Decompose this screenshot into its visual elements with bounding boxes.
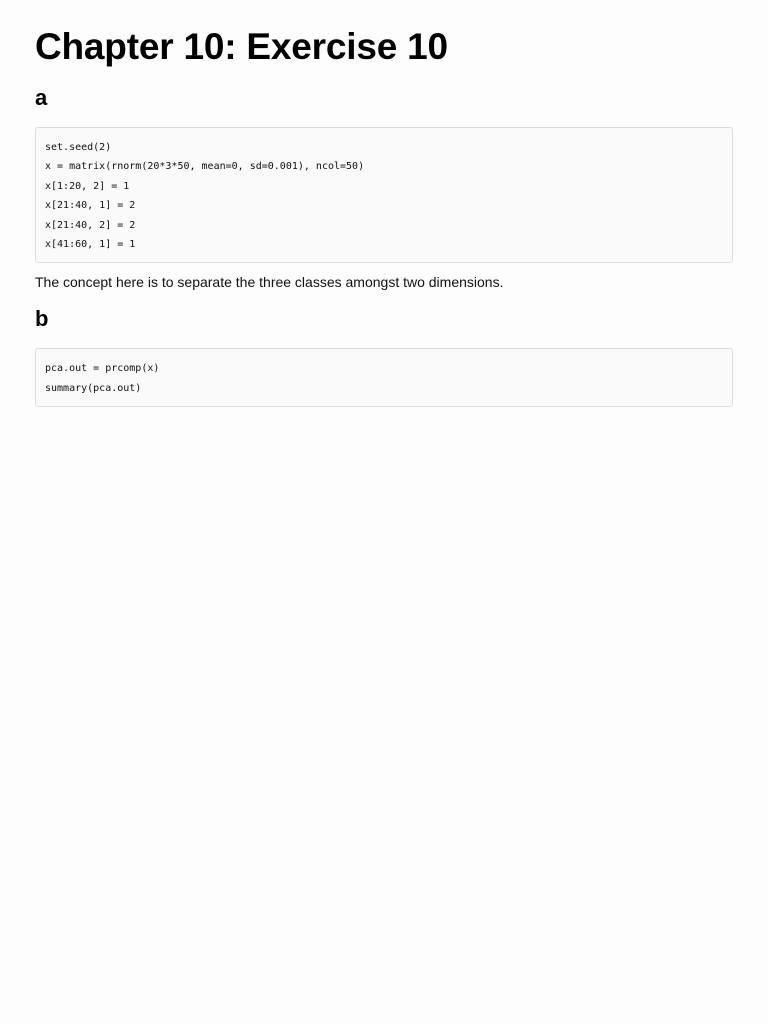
code-line: x[21:40, 2] = 2	[45, 219, 136, 231]
code-line: x = matrix(rnorm(20*3*50, mean=0, sd=0.001), ncol=50)	[45, 161, 365, 173]
section-heading-b: b	[35, 306, 49, 332]
code-block-a	[35, 127, 733, 263]
page-title: Chapter 10: Exercise 10	[35, 26, 448, 67]
code-line: x[1:20, 2] = 1	[45, 180, 130, 192]
document-page	[35, 0, 733, 407]
code-block-b	[35, 348, 733, 407]
code-line: summary(pca.out)	[45, 382, 142, 394]
code-line: x[41:60, 1] = 1	[45, 239, 136, 251]
code-line: x[21:40, 1] = 2	[45, 200, 136, 212]
code-line: set.seed(2)	[45, 142, 112, 153]
code-line: pca.out = prcomp(x)	[45, 363, 160, 375]
section-heading-a: a	[35, 85, 48, 110]
section-a-paragraph: The concept here is to separate the three classes amongst two dimensions.	[35, 274, 504, 291]
